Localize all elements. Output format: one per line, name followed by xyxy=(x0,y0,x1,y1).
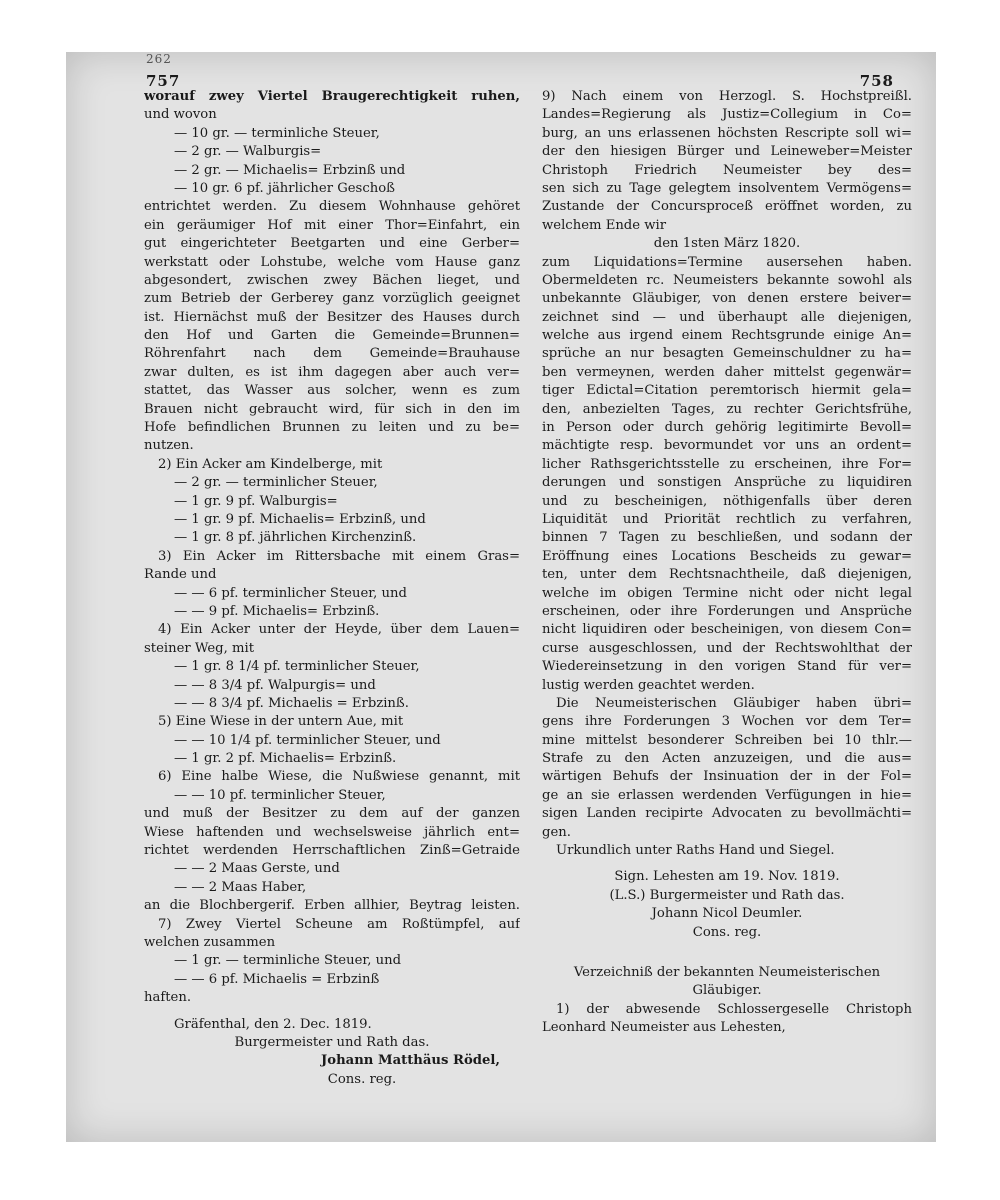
right-column-text xyxy=(542,88,912,860)
text-line: steiner Weg, mit xyxy=(144,640,255,656)
text-line: Wiedereinsetzung in den vorigen Stand für ver= xyxy=(542,659,912,675)
text-line: — — 8 3/4 pf. Michaelis = Erbzinß. xyxy=(174,695,409,711)
text-line: — — 6 pf. terminlicher Steuer, und xyxy=(174,585,407,601)
right-place-date: Sign. Lehesten am 19. Nov. 1819. xyxy=(614,869,840,885)
text-line: richtet werdenden Herrschaftlichen Zinß=Getraide xyxy=(144,843,520,859)
text-line: zum Liquidations=Termine ausersehen haben. xyxy=(542,254,912,270)
page-number-left: 757 xyxy=(146,72,181,90)
text-line: — — 2 Maas Gerste, und xyxy=(174,861,340,877)
text-line: haften. xyxy=(144,990,192,1006)
text-line: gens ihre Forderungen 3 Wochen vor dem Ter= xyxy=(542,714,912,730)
text-line: — 1 gr. — terminliche Steuer, und xyxy=(174,953,402,969)
text-line: Eröffnung eines Locations Bescheids zu gewar= xyxy=(542,548,912,564)
text-line: sigen Landen recipirte Advocaten zu bevollmächti= xyxy=(542,806,912,822)
left-signatory-name: Johann Matthäus Rödel, xyxy=(321,1053,500,1069)
left-signatory-title: Cons. reg. xyxy=(327,1071,397,1087)
left-column xyxy=(144,88,520,1089)
text-line: werkstatt oder Lohstube, welche vom Hause ganz xyxy=(144,254,520,270)
text-line: tiger Edictal=Citation peremtorisch hiermit gela= xyxy=(542,383,912,399)
text-line: Urkundlich unter Raths Hand und Siegel. xyxy=(556,843,835,859)
text-line: den 1sten März 1820. xyxy=(653,236,801,252)
text-line: erscheinen, oder ihre Forderungen und Ansprüche xyxy=(542,603,912,619)
text-line: Brauen nicht gebraucht wird, für sich in den im xyxy=(144,401,520,417)
text-line: — 2 gr. — Michaelis= Erbzinß und xyxy=(174,162,406,178)
creditor-item-1-cont: Leonhard Neumeister aus Lehesten, xyxy=(542,1020,786,1036)
right-column xyxy=(542,88,912,1038)
text-line: worauf zwey Viertel Braugerechtigkeit ruhen, xyxy=(144,89,520,104)
text-line: Röhrenfahrt nach dem Gemeinde=Brauhause xyxy=(144,346,520,362)
text-line: der den hiesigen Bürger und Leineweber=Meister xyxy=(542,144,912,160)
text-line: Hofe befindlichen Brunnen zu leiten und zu be= xyxy=(144,420,520,436)
text-line: nutzen. xyxy=(144,438,194,454)
text-line: — — 8 3/4 pf. Walpurgis= und xyxy=(174,677,376,693)
text-line: — 1 gr. 8 1/4 pf. terminlicher Steuer, xyxy=(174,659,420,675)
text-line: welchem Ende wir xyxy=(542,217,667,233)
text-line: — — 2 Maas Haber, xyxy=(174,879,307,895)
text-line: Die Neumeisterischen Gläubiger haben übri= xyxy=(556,695,912,711)
text-line: sprüche an nur besagten Gemeinschuldner zu ha= xyxy=(542,346,912,362)
text-line: gut eingerichteter Beetgarten und eine Gerber= xyxy=(144,236,520,252)
creditors-heading-cont: Gläubiger. xyxy=(692,983,762,999)
text-line: Strafe zu den Acten anzuzeigen, und die aus= xyxy=(542,751,912,767)
text-line: abgesondert, zwischen zwey Bächen lieget, und xyxy=(144,272,520,288)
text-line: Zustande der Concursproceß eröffnet worden, zu xyxy=(542,199,912,215)
text-line: — 1 gr. 2 pf. Michaelis= Erbzinß. xyxy=(174,751,397,767)
text-line: 5) Eine Wiese in der untern Aue, mit xyxy=(158,714,404,730)
text-line: 3) Ein Acker im Rittersbache mit einem Gras= xyxy=(158,548,520,564)
right-signatory-name: Johann Nicol Deumler. xyxy=(651,906,803,922)
text-line: entrichtet werden. Zu diesem Wohnhause gehöret xyxy=(144,199,520,215)
text-line: licher Rathsgerichtsstelle zu erscheinen, ihre For= xyxy=(542,456,912,472)
text-line: — — 10 pf. terminlicher Steuer, xyxy=(174,787,386,803)
text-line: an die Blochbergerif. Erben allhier, Beytrag leisten. xyxy=(144,898,520,914)
right-signatory-title: Cons. reg. xyxy=(692,924,762,940)
text-line: in Person oder durch gehörig legitimirte Bevoll= xyxy=(542,420,912,436)
left-column-text xyxy=(144,88,520,1008)
text-line: Rande und xyxy=(144,567,217,583)
newspaper-page-spread xyxy=(66,52,936,1142)
text-line: ben vermeynen, werden daher mittelst gegenwär= xyxy=(542,364,912,380)
text-line: — — 9 pf. Michaelis= Erbzinß. xyxy=(174,603,380,619)
text-line: — 1 gr. 8 pf. jährlichen Kirchenzinß. xyxy=(174,530,417,546)
text-line: den Hof und Garten die Gemeinde=Brunnen= xyxy=(144,328,520,344)
text-line: ten, unter dem Rechtsnachtheile, daß diejenigen, xyxy=(542,567,912,583)
text-line: — 1 gr. 9 pf. Michaelis= Erbzinß, und xyxy=(174,511,426,527)
text-line: mine mittelst besonderer Schreiben bei 10 thlr.— xyxy=(542,732,912,748)
text-line: nicht liquidiren oder bescheinigen, von diesem Con= xyxy=(542,622,912,638)
text-line: lustig werden geachtet werden. xyxy=(542,677,755,693)
text-line: 4) Ein Acker unter der Heyde, über dem Lauen= xyxy=(158,622,520,638)
text-line: welche aus irgend einem Rechtsgrunde einige An= xyxy=(542,328,912,344)
creditor-item-1: 1) der abwesende Schlossergeselle Christoph xyxy=(556,1001,912,1017)
text-line: binnen 7 Tagen zu beschließen, und sodann der xyxy=(542,530,912,546)
text-line: Obermeldeten rc. Neumeisters bekannte sowohl als xyxy=(542,272,912,288)
text-line: — — 6 pf. Michaelis = Erbzinß xyxy=(174,971,380,987)
text-line: — — 10 1/4 pf. terminlicher Steuer, und xyxy=(174,732,441,748)
text-line: mächtigte resp. bevormundet vor uns an ordent= xyxy=(542,438,912,454)
text-line: Wiese haftenden und wechselsweise jährlich ent= xyxy=(144,824,520,840)
text-line: derungen und sonstigen Ansprüche zu liquidiren xyxy=(542,475,912,491)
text-line: Christoph Friedrich Neumeister bey des= xyxy=(542,162,912,178)
page-number-right: 758 xyxy=(859,72,894,90)
text-line: Liquidität und Priorität rechtlich zu verfahren, xyxy=(542,511,912,527)
text-line: und wovon xyxy=(144,107,217,123)
text-line: 2) Ein Acker am Kindelberge, mit xyxy=(158,456,383,472)
text-line: stattet, das Wasser aus solcher, wenn es zum xyxy=(144,383,520,399)
text-line: zeichnet sind — und überhaupt alle diejenigen, xyxy=(542,309,912,325)
text-line: — 10 gr. 6 pf. jährlicher Geschoß xyxy=(174,180,395,196)
text-line: welchen zusammen xyxy=(144,934,276,950)
text-line: und muß der Besitzer zu dem auf der ganzen xyxy=(144,806,520,822)
text-line: Landes=Regierung als Justiz=Collegium in Co= xyxy=(542,107,912,123)
text-line: unbekannte Gläubiger, von denen erstere beiver= xyxy=(542,291,912,307)
text-line: — 2 gr. — terminlicher Steuer, xyxy=(174,475,378,491)
text-line: 6) Eine halbe Wiese, die Nußwiese genannt, mit xyxy=(158,769,520,785)
left-authority: Burgermeister und Rath das. xyxy=(234,1034,430,1050)
text-line: ist. Hiernächst muß der Besitzer des Hauses durch xyxy=(144,309,520,325)
right-authority: (L.S.) Burgermeister und Rath das. xyxy=(609,887,845,903)
text-line: welche im obigen Termine nicht oder nicht legal xyxy=(542,585,912,601)
left-place-date: Gräfenthal, den 2. Dec. 1819. xyxy=(174,1016,372,1032)
text-line: — 1 gr. 9 pf. Walburgis= xyxy=(174,493,338,509)
creditors-heading: Verzeichniß der bekannten Neumeisterischen xyxy=(573,964,881,980)
text-line: 7) Zwey Viertel Scheune am Roßtümpfel, auf xyxy=(158,916,520,932)
text-line: burg, an uns erlassenen höchsten Rescripte soll wi= xyxy=(542,125,912,141)
text-line: sen sich zu Tage gelegtem insolventem Vermögens= xyxy=(542,180,912,196)
text-line: zwar dulten, es ist ihm dagegen aber auch ver= xyxy=(144,364,520,380)
text-line: 9) Nach einem von Herzogl. S. Hochstpreißl. xyxy=(542,89,912,104)
text-line: — 2 gr. — Walburgis= xyxy=(174,144,322,160)
text-line: zum Betrieb der Gerberey ganz vorzüglich geeignet xyxy=(144,291,520,307)
text-line: wärtigen Behufs der Insinuation der in der Fol= xyxy=(542,769,912,785)
text-line: gen. xyxy=(542,824,571,840)
text-line: curse ausgeschlossen, und der Rechtswohlthat der xyxy=(542,640,912,656)
text-line: — 10 gr. — terminliche Steuer, xyxy=(174,125,380,141)
text-line: ein geräumiger Hof mit einer Thor=Einfahrt, ein xyxy=(144,217,520,233)
text-line: und zu bescheinigen, nöthigenfalls über deren xyxy=(542,493,912,509)
text-line: den, anbezielten Tages, zu rechter Gerichtsfrühe, xyxy=(542,401,912,417)
corner-mark: 262 xyxy=(146,52,172,66)
text-line: ge an sie erlassen werdenden Verfügungen in hie= xyxy=(542,787,912,803)
